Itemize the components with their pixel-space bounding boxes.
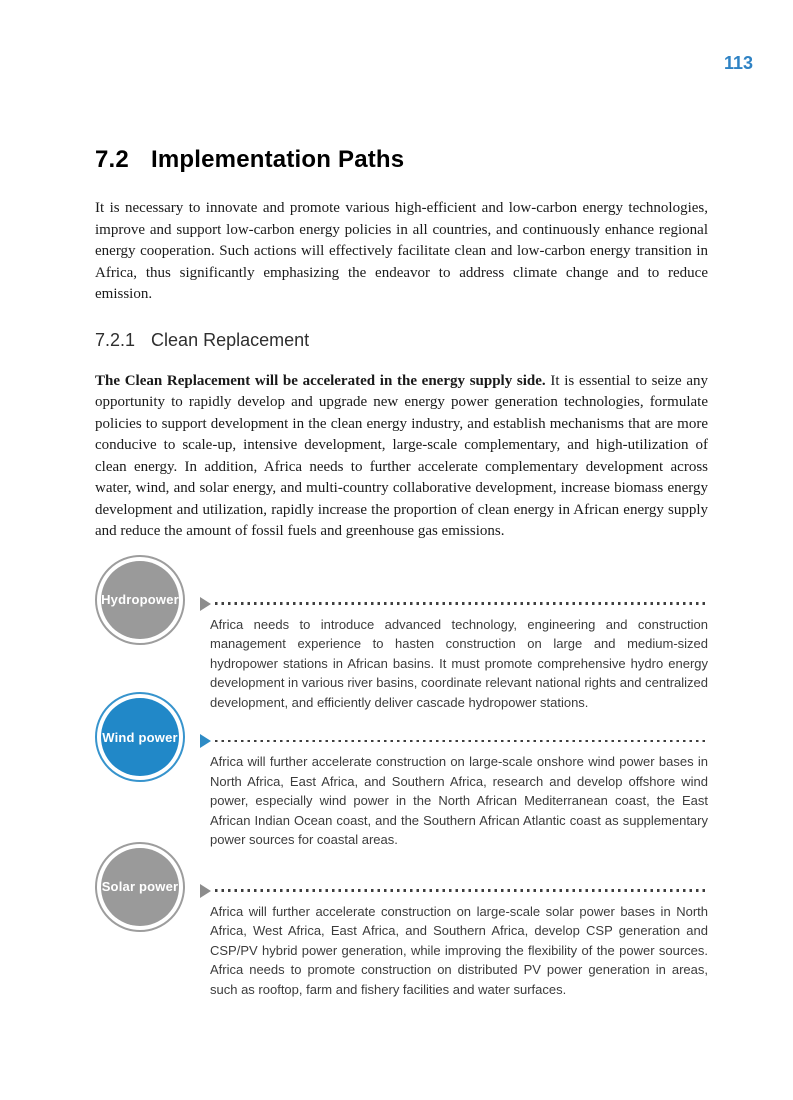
section-heading (95, 146, 708, 174)
wind-power-description: Africa will further accelerate construction on large-scale onshore wind power bases in North Africa, East Africa, and Southern Africa, research and develop offshore wind power, especially wind power in the North African Mediterranean coast, the East African Indian Ocean coast, and the Southern African Atlantic coast as supplementary power sources for coastal areas. (210, 754, 708, 847)
intro-paragraph: It is necessary to innovate and promote various high-efficient and low-carbon energy technologies, improve and support low-carbon energy policies in all countries, and continuously enhance regional energy cooperation. Such actions will effectively facilitate clean and low-carbon energy transition in Africa, thus significantly emphasizing the endeavor to address climate change and to reduce emission. (95, 200, 708, 302)
list-item-solar-power (95, 879, 708, 1000)
hydropower-badge-label: Hydropower (101, 561, 179, 639)
wind-power-badge-label: Wind power (101, 698, 179, 776)
wind-power-rule-row (200, 734, 708, 748)
hydropower-badge (95, 555, 185, 645)
dotted-rule (215, 889, 708, 892)
hydropower-description: Africa needs to introduce advanced technology, engineering and construction management experience to hasten construction on large and medium-sized hydropower stations in African basins. It must promote comprehensive hydro energy development in various river basins, coordinate relevant national rights and centralized development, and efficiently deliver cascade hydropower stations. (210, 616, 708, 710)
solar-power-description: Africa will further accelerate construction on large-scale solar power bases in North Africa, West Africa, East Africa, and Southern Africa, develop CSP generation and CSP/PV hybrid power generation, while improving the flexibility of the power sources. Africa needs to promote construction on distributed PV power generation in areas, such as rooftop, farm and fishery facilities and water surfaces. (210, 903, 708, 997)
section-number: 7.2 (95, 146, 129, 173)
list-item-wind-power (95, 729, 708, 850)
subsection-title: Clean Replacement (151, 329, 310, 350)
lead-rest: It is essential to seize any opportunity to rapidly develop and upgrade new energy power generation technologies, formulate policies to support development in the clean energy industry, and establish mechanisms that are more conducive to scale-up, intensive development, large-scale complementary, and high-utilization of clean energy. In addition, Africa needs to further accelerate complementary development across water, wind, and solar energy, and multi-country collaborative development, increase biomass energy development and utilization, rapidly increase the proportion of clean energy in African energy supply and reduce the amount of fossil fuels and greenhouse gas emissions. (95, 372, 708, 539)
energy-items-figure (95, 592, 708, 1000)
page-number: 113 (723, 53, 753, 73)
solar-power-rule-row (200, 884, 708, 898)
arrow-right-icon (200, 597, 211, 611)
lead-bold-sentence: The Clean Replacement will be accelerated in the energy supply side. (95, 372, 546, 389)
list-item-hydropower (95, 592, 708, 713)
lead-paragraph (95, 371, 708, 543)
wind-power-badge (95, 692, 185, 782)
hydropower-rule-row (200, 597, 708, 611)
dotted-rule (215, 602, 708, 605)
dotted-rule (215, 740, 708, 743)
section-title: Implementation Paths (150, 146, 405, 173)
subsection-heading (95, 330, 708, 351)
solar-power-badge (95, 842, 185, 932)
subsection-number: 7.2.1 (95, 329, 136, 350)
arrow-right-icon (200, 734, 211, 748)
arrow-right-icon (200, 884, 211, 898)
solar-power-badge-label: Solar power (101, 848, 179, 926)
